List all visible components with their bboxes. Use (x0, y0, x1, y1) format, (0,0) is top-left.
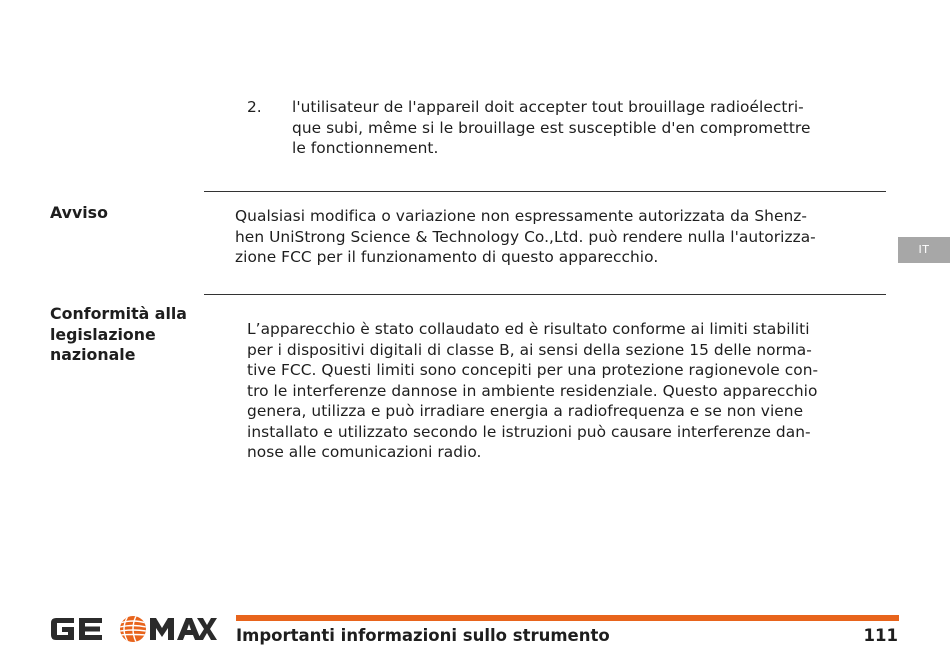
footer-accent-bar (236, 615, 899, 621)
section-label-avviso: Avviso (50, 203, 108, 222)
language-tab[interactable]: IT (898, 237, 950, 263)
list-item-text: l'utilisateur de l'appareil doit accepter tout brouillage radioélectri- que subi, même si le brouillage est susceptible d'en compromettre le fonctionnement. (292, 98, 811, 157)
section-text-avviso: Qualsiasi modifica o variazione non espressamente autorizzata da Shenz- hen UniStrong Science & Technology Co.,Ltd. può rendere nulla l'autorizza- zione FCC per il funzionamento di questo apparecchio. (235, 207, 816, 266)
list-item-number: 2. (247, 98, 262, 116)
geomax-logo-graphic (50, 612, 218, 646)
section-label-conformita: Conformità alla legislazione nazionale (50, 304, 187, 364)
section-divider (204, 294, 886, 295)
section-text-conformita: L’apparecchio è stato collaudato ed è risultato conforme ai limiti stabiliti per i dispositivi digitali di classe B, ai sensi della sezione 15 delle norma- tive FCC. Questi limiti sono concepiti per una protezione ragionevole con- tro le interferenze dannose in ambiente residenziale. Questo apparecchio genera, utilizza e può irradiare energia a radiofrequenza e se non viene installato e utilizzato secondo le istruzioni può causare interferenze dan- nose alle comunicazioni radio. (247, 320, 819, 461)
footer-title: Importanti informazioni sullo strumento (236, 626, 610, 645)
page-number: 111 (863, 626, 898, 645)
geomax-logo (50, 612, 218, 646)
section-divider (204, 191, 886, 192)
